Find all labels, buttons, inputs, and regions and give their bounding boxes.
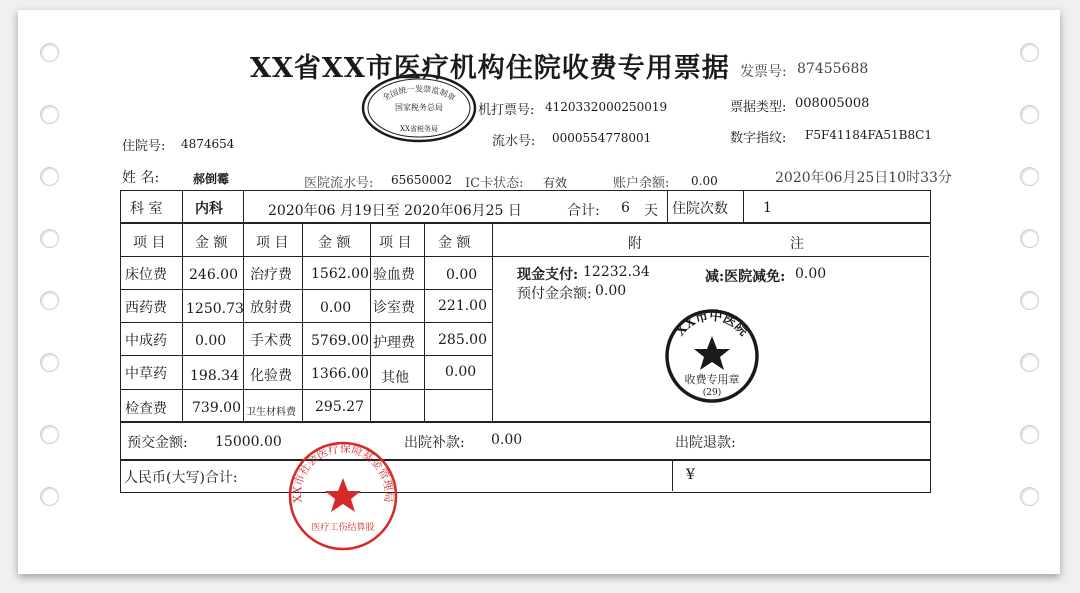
tax-stamp-mid-text: 国家税务总局 bbox=[395, 103, 443, 112]
visits-label: 住院次数 bbox=[672, 201, 728, 217]
punch-hole bbox=[40, 167, 59, 186]
punch-hole bbox=[1020, 167, 1039, 186]
punch-hole bbox=[40, 353, 59, 372]
col-header-amount: 金 额 bbox=[438, 235, 471, 251]
refund-label: 出院退款: bbox=[675, 435, 736, 451]
fee-amount: 0.00 bbox=[446, 267, 478, 283]
fee-amount: 739.00 bbox=[192, 400, 241, 416]
deposit-label: 预交金额: bbox=[127, 435, 188, 451]
visits-value: 1 bbox=[763, 200, 772, 216]
punch-hole bbox=[40, 291, 59, 310]
hospital-serial-label: 医院流水号: bbox=[304, 176, 374, 191]
svg-text:XX市中医院 bbox=[673, 308, 752, 339]
ticket-type-label: 票据类型: bbox=[730, 100, 787, 115]
fee-amount: 198.34 bbox=[190, 368, 239, 384]
invoice-no-value: 87455688 bbox=[797, 61, 869, 77]
punch-hole bbox=[40, 229, 59, 248]
divider bbox=[120, 389, 492, 390]
punch-hole bbox=[1020, 487, 1039, 506]
hospital-stamp-ring-text: XX市中医院 bbox=[672, 308, 751, 340]
fee-item: 化验费 bbox=[250, 368, 292, 384]
fee-item: 西药费 bbox=[125, 300, 167, 316]
divider bbox=[492, 222, 493, 421]
fee-item: 放射费 bbox=[250, 300, 292, 316]
fee-item: 检查费 bbox=[125, 401, 167, 417]
balance-label: 账户余额: bbox=[613, 176, 670, 191]
col-header-amount: 金 额 bbox=[318, 235, 351, 251]
days-unit: 天 bbox=[644, 203, 658, 219]
tax-stamp-bottom-text: XX省税务局 bbox=[400, 125, 438, 133]
machine-ticket-label: 机打票号: bbox=[478, 103, 535, 118]
serial-value: 0000554778001 bbox=[552, 131, 652, 145]
reduce-value: 0.00 bbox=[795, 266, 827, 282]
total-days-value: 6 bbox=[621, 200, 630, 216]
divider bbox=[743, 190, 744, 222]
cash-value: 12232.34 bbox=[583, 264, 650, 280]
divider bbox=[672, 459, 673, 491]
fee-item: 卫生材料费 bbox=[246, 407, 296, 418]
punch-hole bbox=[1020, 425, 1039, 444]
insurance-stamp-bottom-text: 医疗工伤结算股 bbox=[311, 523, 375, 533]
dept-value: 内科 bbox=[195, 201, 223, 217]
dept-label: 科 室 bbox=[130, 201, 163, 217]
fee-item: 中草药 bbox=[125, 366, 167, 382]
punch-hole bbox=[40, 425, 59, 444]
admission-no-label: 住院号: bbox=[122, 139, 166, 154]
supplement-value: 0.00 bbox=[491, 432, 523, 448]
fee-item: 其他 bbox=[381, 370, 409, 386]
punch-hole bbox=[40, 487, 59, 506]
ic-status-label: IC卡状态: bbox=[465, 176, 524, 191]
svg-text:全国统一发票监制章 bbox=[381, 84, 458, 103]
prepay-balance-value: 0.00 bbox=[595, 283, 627, 299]
balance-value: 0.00 bbox=[691, 174, 718, 188]
fee-item: 验血费 bbox=[373, 267, 415, 283]
rmb-total-label: 人民币(大写)合计: bbox=[124, 470, 238, 486]
divider bbox=[492, 256, 929, 257]
total-days-label: 合计: bbox=[567, 203, 600, 219]
fingerprint-value: F5F41184FA51B8C1 bbox=[805, 128, 932, 142]
punch-hole bbox=[1020, 353, 1039, 372]
deposit-value: 15000.00 bbox=[215, 434, 282, 450]
divider bbox=[243, 190, 244, 222]
fee-amount: 1250.73 bbox=[186, 301, 244, 317]
hospital-serial-value: 65650002 bbox=[391, 173, 453, 187]
yen-sign: ¥ bbox=[686, 467, 695, 483]
fee-item: 治疗费 bbox=[250, 267, 292, 283]
reduce-label: 减:医院减免: bbox=[705, 269, 786, 285]
fee-item: 诊室费 bbox=[373, 300, 415, 316]
fingerprint-label: 数字指纹: bbox=[730, 131, 787, 146]
hospital-stamp bbox=[664, 308, 760, 404]
fee-amount: 0.00 bbox=[445, 364, 477, 380]
fee-amount: 1366.00 bbox=[311, 366, 369, 382]
receipt-title: XX省XX市医疗机构住院收费专用票据 bbox=[250, 53, 730, 84]
star-icon bbox=[694, 336, 730, 370]
hospital-stamp-center-text: 收费专用章 bbox=[684, 373, 740, 386]
punch-hole bbox=[1020, 43, 1039, 62]
divider bbox=[667, 190, 668, 222]
remarks-header-left: 附 bbox=[628, 236, 642, 252]
divider bbox=[120, 322, 492, 323]
cash-label: 现金支付: bbox=[517, 267, 579, 283]
fee-amount: 0.00 bbox=[320, 300, 352, 316]
punch-hole bbox=[40, 105, 59, 124]
stay-period: 2020年06 月19日至 2020年06月25 日 bbox=[268, 203, 522, 219]
prepay-balance-label: 预付金余额: bbox=[517, 286, 592, 302]
tax-stamp-top-text: 全国统一发票监制章 bbox=[381, 84, 457, 103]
serial-label: 流水号: bbox=[492, 134, 536, 149]
ticket-type-value: 008005008 bbox=[795, 96, 870, 111]
fee-item: 手术费 bbox=[250, 333, 292, 349]
hospital-stamp-number: (29) bbox=[702, 388, 722, 398]
divider bbox=[182, 190, 183, 222]
ic-status-value: 有效 bbox=[543, 176, 568, 190]
divider bbox=[120, 289, 492, 290]
fee-amount: 0.00 bbox=[195, 333, 227, 349]
insurance-stamp bbox=[287, 440, 399, 552]
divider bbox=[120, 355, 492, 356]
col-header-item: 项 目 bbox=[133, 235, 166, 251]
fee-amount: 246.00 bbox=[189, 267, 238, 283]
fee-amount: 1562.00 bbox=[311, 266, 369, 282]
punch-hole bbox=[40, 43, 59, 62]
print-datetime: 2020年06月25日10时33分 bbox=[775, 170, 952, 186]
fee-amount: 5769.00 bbox=[311, 333, 369, 349]
patient-name-label: 姓 名: bbox=[122, 170, 160, 186]
remarks-header-right: 注 bbox=[790, 236, 804, 252]
fee-item: 中成药 bbox=[125, 333, 167, 349]
fee-amount: 285.00 bbox=[438, 332, 487, 348]
machine-ticket-value: 4120332000250019 bbox=[545, 100, 668, 114]
punch-hole bbox=[1020, 291, 1039, 310]
patient-name-value: 郝倒霉 bbox=[193, 172, 230, 186]
supplement-label: 出院补款: bbox=[404, 435, 465, 451]
invoice-no-label: 发票号: bbox=[740, 64, 787, 80]
dept-row bbox=[120, 190, 931, 224]
col-header-amount: 金 额 bbox=[195, 235, 228, 251]
col-header-item: 项 目 bbox=[379, 235, 412, 251]
punch-hole bbox=[1020, 229, 1039, 248]
fee-amount: 221.00 bbox=[438, 298, 487, 314]
fee-item: 床位费 bbox=[125, 267, 167, 283]
insurance-stamp-ring-text: XX市社会医疗保险基金管理局 bbox=[290, 441, 396, 504]
divider bbox=[120, 256, 492, 257]
fee-amount: 295.27 bbox=[315, 399, 364, 415]
fee-item: 护理费 bbox=[373, 335, 415, 351]
admission-no-value: 4874654 bbox=[181, 137, 235, 151]
tax-bureau-stamp bbox=[360, 72, 478, 144]
col-header-item: 项 目 bbox=[256, 235, 289, 251]
star-icon bbox=[325, 478, 361, 512]
total-row bbox=[120, 459, 931, 493]
punch-hole bbox=[1020, 105, 1039, 124]
